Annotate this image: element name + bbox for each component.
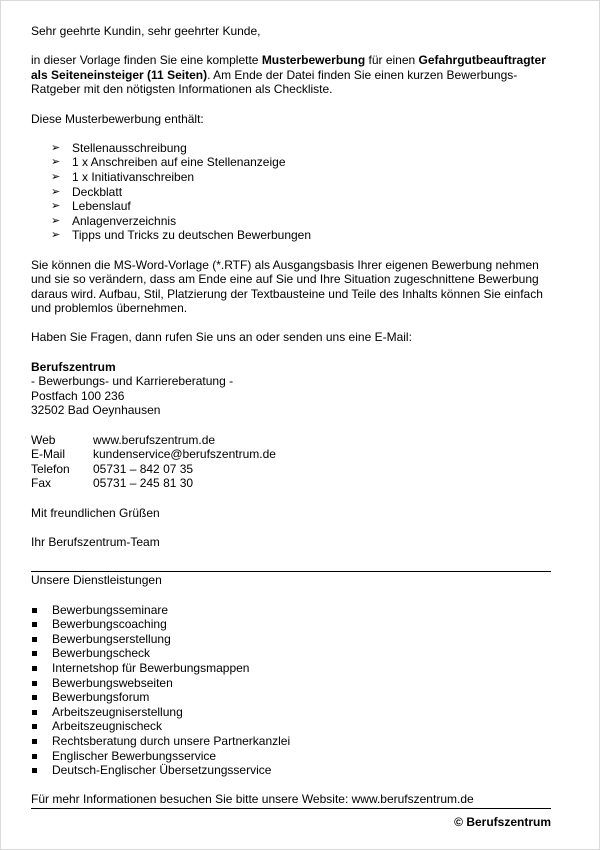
questions-paragraph: Haben Sie Fragen, dann rufen Sie uns an oder senden uns eine E-Mail: [31,330,412,345]
contact-label: Telefon [31,461,70,476]
contents-item: ➢ Deckblatt [51,185,551,200]
service-item: Arbeitszeugniserstellung [31,705,551,720]
divider [31,571,551,572]
contact-label: Web [31,432,56,447]
contents-item: ➢ Anlagenverzeichnis [51,214,551,229]
contents-item: ➢ Stellenausschreibung [51,141,551,156]
contact-row-web [31,433,551,448]
service-item: Arbeitszeugnischeck [31,719,551,734]
service-item: Bewerbungscheck [31,646,551,661]
contact-value: www.berufszentrum.de [93,432,216,447]
contact-label: E-Mail [31,447,66,462]
contact-block [31,433,551,491]
contents-item: ➢ Lebenslauf [51,199,551,214]
intro-paragraph: in dieser Vorlage finden Sie eine komplette Musterbewerbung für einen Gefahrgutbeauftragter als Seiteneinsteiger (11 Seiten). Am Ende der Datei finden Sie einen kurzen Bewerbungs-Ratgeber mit den nötigsten Informationen als Checkliste. [31,53,546,97]
service-item: Bewerbungserstellung [31,632,551,647]
address-line: Postfach 100 236 [31,388,125,403]
copyright: © Berufszentrum [454,814,551,829]
service-item: Englischer Bewerbungsservice [31,749,551,764]
intro-bold-musterbewerbung: Musterbewerbung [261,53,366,68]
usage-paragraph: Sie können die MS-Word-Vorlage (*.RTF) als Ausgangsbasis Ihrer eigenen Bewerbung nehmen und sie so verändern, dass am Ende eine auf Sie und Ihre Situation zugeschnittene Bewerbung daraus wird. Aufbau, Stil, Platzierung der Textbausteine und Teile des Inhalts können Sie einfach und problemlos übernehmen. [31,257,543,316]
signature: Ihr Berufszentrum-Team [31,534,160,549]
intro-bold-position: Gefahrgutbeauftragter als Seiteneinsteiger (11 Seiten) [31,53,546,82]
contact-row-phone [31,462,551,477]
contact-value: 05731 – 245 81 30 [93,476,194,491]
contact-row-fax [31,476,551,491]
company-name: Berufszentrum [31,359,116,374]
service-item: Bewerbungsforum [31,690,551,705]
service-item: Deutsch-Englischer Übersetzungsservice [31,763,551,778]
service-item: Bewerbungscoaching [31,617,551,632]
service-item: Rechtsberatung durch unsere Partnerkanzlei [31,734,551,749]
services-list [31,603,551,778]
contact-row-email [31,447,551,462]
contact-value: 05731 – 842 07 35 [93,461,194,476]
contact-value: kundenservice@berufszentrum.de [93,447,276,462]
services-heading: Unsere Dienstleistungen [31,573,162,588]
contents-item: ➢ 1 x Anschreiben auf eine Stellenanzeige [51,155,551,170]
contact-label: Fax [31,476,52,491]
address-line: 32502 Bad Oeynhausen [31,403,161,418]
contents-item: ➢ 1 x Initiativanschreiben [51,170,551,185]
service-item: Bewerbungswebseiten [31,676,551,691]
contents-list [31,141,551,243]
service-item: Internetshop für Bewerbungsmappen [31,661,551,676]
document-page [31,24,551,829]
closing: Mit freundlichen Grüßen [31,505,160,520]
contents-item: ➢ Tipps und Tricks zu deutschen Bewerbungen [51,228,551,243]
service-item: Bewerbungsseminare [31,603,551,618]
contents-heading: Diese Musterbewerbung enthält: [31,111,204,126]
company-tagline: - Bewerbungs- und Karriereberatung - [31,374,234,389]
salutation: Sehr geehrte Kundin, sehr geehrter Kunde, [31,24,261,38]
more-info: Für mehr Informationen besuchen Sie bitte unsere Website: www.berufszentrum.de [31,792,474,807]
